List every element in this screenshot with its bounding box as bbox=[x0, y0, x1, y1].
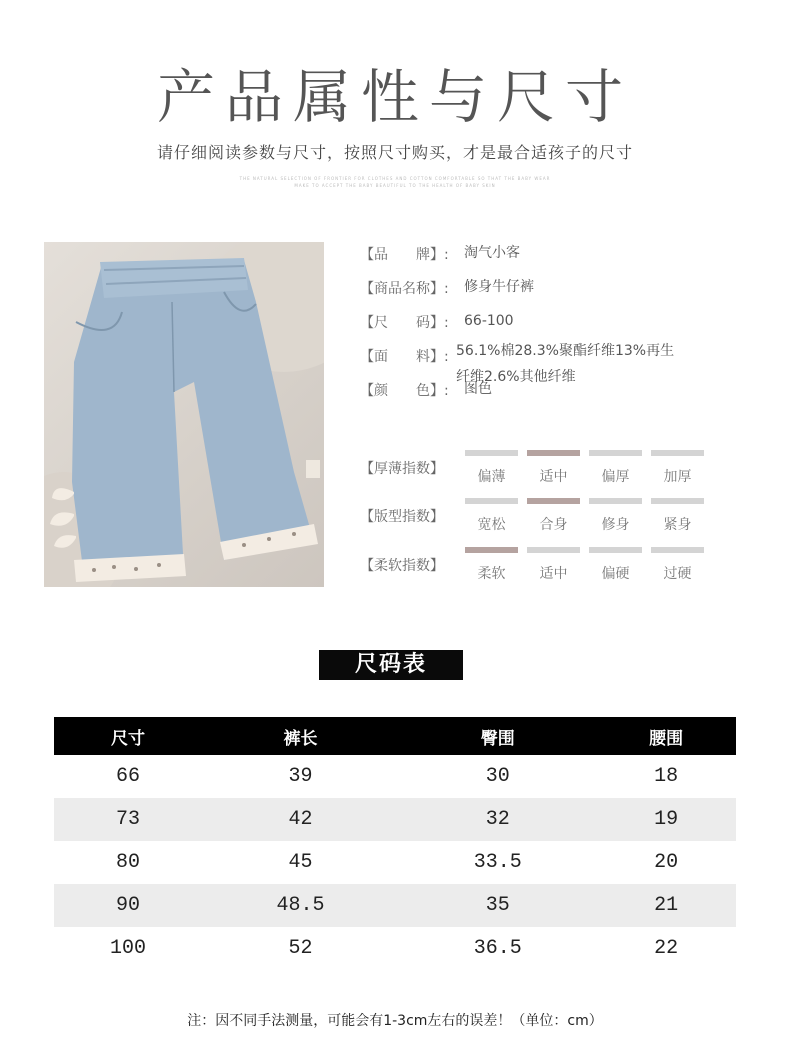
index-bar bbox=[527, 498, 580, 504]
table-cell: 66 bbox=[115, 765, 140, 788]
fine-print-line-2: MAKE TO ACCEPT THE BABY BEAUTIFUL TO THE HEALTH OF BABY SKIN bbox=[294, 183, 496, 188]
denim-pants-illustration bbox=[44, 242, 324, 587]
index-label: 【厚薄指数】 bbox=[360, 461, 444, 477]
index-option: 紧身 bbox=[651, 498, 704, 534]
table-row bbox=[54, 798, 736, 841]
index-option: 适中 bbox=[527, 547, 580, 583]
size-chart-title: 尺码表 bbox=[319, 650, 463, 680]
page-title: 产品属性与尺寸 bbox=[156, 63, 633, 131]
table-cell: 19 bbox=[596, 798, 736, 841]
measurement-note: 注：因不同手法测量，可能会有1-3cm左右的误差！（单位：cm） bbox=[187, 1013, 603, 1029]
column-header: 臀围 bbox=[399, 717, 596, 755]
index-option: 宽松 bbox=[465, 498, 518, 534]
index-bar bbox=[651, 547, 704, 553]
table-row bbox=[54, 755, 736, 798]
index-bar bbox=[651, 450, 704, 456]
index-option: 适中 bbox=[527, 450, 580, 486]
attribute-brand bbox=[360, 244, 520, 264]
attribute-label: 【面 料】: bbox=[360, 349, 449, 365]
attribute-size bbox=[360, 312, 514, 332]
table-row bbox=[54, 927, 736, 970]
index-bar bbox=[651, 498, 704, 504]
table-cell: 100 bbox=[109, 937, 146, 960]
attribute-value: 56.1%棉28.3%聚酯纤维13%再生纤维2.6%其他纤维 bbox=[456, 343, 675, 385]
table-row bbox=[54, 884, 736, 927]
column-header: 裤长 bbox=[202, 717, 399, 755]
table-cell: 30 bbox=[485, 765, 510, 788]
table-cell: 20 bbox=[654, 851, 679, 874]
table-cell: 73 bbox=[54, 798, 202, 841]
index-bar bbox=[589, 450, 642, 456]
table-cell: 35 bbox=[399, 884, 596, 927]
column-header: 腰围 bbox=[596, 717, 736, 755]
index-option: 偏硬 bbox=[589, 547, 642, 583]
table-cell: 45 bbox=[288, 851, 313, 874]
table-cell: 18 bbox=[654, 765, 679, 788]
table-cell: 52 bbox=[288, 937, 313, 960]
table-cell: 90 bbox=[54, 884, 202, 927]
table-cell: 36.5 bbox=[473, 937, 522, 960]
attribute-product-name bbox=[360, 278, 534, 298]
column-header: 尺寸 bbox=[54, 717, 202, 755]
table-cell: 39 bbox=[288, 765, 313, 788]
index-bar bbox=[465, 450, 518, 456]
index-bar bbox=[465, 547, 518, 553]
attribute-value: 图色 bbox=[464, 381, 492, 397]
index-bar bbox=[589, 547, 642, 553]
index-option: 偏薄 bbox=[465, 450, 518, 486]
index-bar bbox=[465, 498, 518, 504]
size-chart-table bbox=[54, 717, 736, 970]
index-option: 合身 bbox=[527, 498, 580, 534]
table-cell: 48.5 bbox=[202, 884, 399, 927]
page-subtitle: 请仔细阅读参数与尺寸，按照尺寸购买，才是最合适孩子的尺寸 bbox=[156, 143, 633, 162]
fine-print-line-1: THE NATURAL SELECTION OF FRONTIER FOR CLOTHES AND COTTON COMFORTABLE SO THAT THE BABY WEAR bbox=[239, 176, 551, 181]
index-option: 加厚 bbox=[651, 450, 704, 486]
table-cell: 80 bbox=[115, 851, 140, 874]
table-cell: 33.5 bbox=[473, 851, 522, 874]
table-cell: 32 bbox=[399, 798, 596, 841]
attribute-value: 66-100 bbox=[464, 313, 514, 329]
attribute-value: 修身牛仔裤 bbox=[464, 279, 534, 295]
index-option: 修身 bbox=[589, 498, 642, 534]
table-cell: 42 bbox=[202, 798, 399, 841]
attribute-label: 【尺 码】: bbox=[360, 315, 449, 331]
index-option: 过硬 bbox=[651, 547, 704, 583]
index-bar bbox=[527, 547, 580, 553]
index-label: 【柔软指数】 bbox=[360, 558, 444, 574]
index-option: 柔软 bbox=[465, 547, 518, 583]
table-header-row bbox=[54, 717, 736, 755]
attribute-label: 【品 牌】: bbox=[360, 247, 449, 263]
attribute-color bbox=[360, 380, 492, 400]
table-cell: 22 bbox=[654, 937, 679, 960]
attribute-label: 【商品名称】: bbox=[360, 281, 449, 297]
table-cell: 21 bbox=[596, 884, 736, 927]
table-row bbox=[54, 841, 736, 884]
index-bar bbox=[589, 498, 642, 504]
attribute-value: 淘气小客 bbox=[464, 245, 520, 261]
index-bar bbox=[527, 450, 580, 456]
index-label: 【版型指数】 bbox=[360, 509, 444, 525]
index-option: 偏厚 bbox=[589, 450, 642, 486]
product-photo bbox=[44, 242, 324, 587]
attribute-label: 【颜 色】: bbox=[360, 383, 449, 399]
